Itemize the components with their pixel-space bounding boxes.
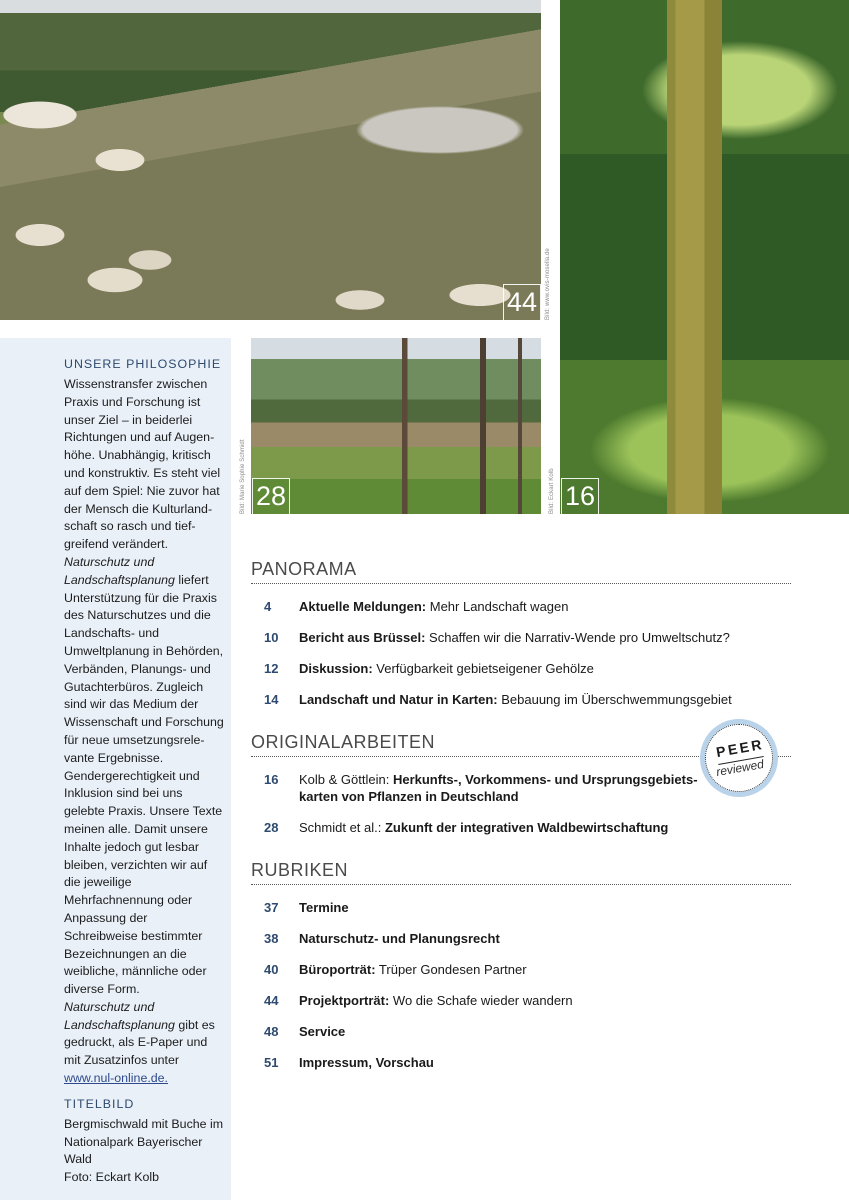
entry-page-number: 37 [264, 900, 279, 915]
toc-entry[interactable] [251, 947, 791, 978]
philosophy-text-4 [64, 999, 224, 1088]
toc-entry[interactable] [251, 805, 791, 836]
entry-page-number: 14 [264, 692, 279, 707]
entry-rubric: Landschaft und Natur in Karten: [299, 692, 498, 707]
toc-entry[interactable] [251, 646, 791, 677]
entry-rubric: Projektporträt: [299, 993, 390, 1008]
philosophy-heading: UNSERE PHILOSOPHIE [64, 357, 222, 371]
entry-authors: Kolb & Göttlein: [299, 772, 393, 787]
entry-list [251, 584, 791, 708]
page-badge-44[interactable]: 44 [503, 284, 541, 320]
cover-heading: TITELBILD [64, 1096, 135, 1111]
entry-page-number: 48 [264, 1024, 279, 1039]
entry-title [299, 819, 709, 836]
toc-entry[interactable] [251, 584, 791, 615]
philosophy-text-2 [64, 554, 224, 768]
entry-title [299, 930, 791, 947]
entry-page-number: 10 [264, 630, 279, 645]
entry-rubric: Diskussion: [299, 661, 373, 676]
journal-name: Naturschutz und Landschaftsplanung [64, 999, 175, 1032]
peer-reviewed-badge [700, 719, 778, 797]
section-title: RUBRIKEN [251, 858, 791, 885]
reviewed-label: reviewed [715, 756, 765, 780]
entry-title [299, 691, 791, 708]
philosophy-text-3: Gendergerechtigkeit und Inklusion sind bei uns gelebte Praxis. Unsere Texte meinen alle. Damit unsere Inhalte jedoch gut lesbar bleiben, verzichten wir auf die jeweilige Mehrfachnennung oder Anpassung der Schreibweise bestimmter Bezeichnungen an die weibliche, männliche oder diverse Form. [64, 768, 223, 997]
sheep-photo [0, 0, 541, 320]
table-of-contents [251, 557, 791, 1071]
entry-rubric: Impressum, Vorschau [299, 1055, 434, 1070]
toc-entry[interactable] [251, 885, 791, 916]
page-badge-28[interactable]: 28 [252, 478, 290, 514]
section-title: ORIGINALARBEITEN [251, 730, 791, 757]
entry-rubric: Büroporträt: [299, 962, 376, 977]
toc-entry[interactable] [251, 1040, 791, 1071]
entry-subtitle: Schaffen wir die Narrativ-Wende pro Umweltschutz? [425, 630, 730, 645]
toc-entry[interactable] [251, 615, 791, 646]
entry-subtitle: Trüper Gondesen Partner [375, 962, 527, 977]
toc-entry[interactable] [251, 1009, 791, 1040]
entry-article-title: Herkunfts-, Vorkommens- und Ursprungsgebietskarten von Pflanzen in Deutschland [299, 772, 698, 804]
entry-page-number: 4 [264, 599, 272, 614]
entry-title [299, 771, 709, 805]
entry-rubric: Bericht aus Brüssel: [299, 630, 426, 645]
entry-page-number: 51 [264, 1055, 279, 1070]
cover-text: Bergmischwald mit Buche im Nationalpark Bayerischer Wald [64, 1116, 224, 1167]
entry-title [299, 660, 791, 677]
entry-title [299, 992, 791, 1009]
entry-subtitle: Wo die Schafe wieder wandern [389, 993, 573, 1008]
entry-title [299, 899, 791, 916]
entry-title [299, 598, 791, 615]
entry-rubric: Termine [299, 900, 349, 915]
entry-title [299, 961, 791, 978]
photo-credit-clearing: Bild: Marie Sophie Schmidt [240, 439, 246, 514]
page-badge-16[interactable]: 16 [561, 478, 599, 514]
cover-credit: Foto: Eckart Kolb [64, 1170, 160, 1185]
entry-subtitle: Verfügbarkeit gebietseigener Gehölze [372, 661, 594, 676]
entry-page-number: 16 [264, 772, 279, 787]
entry-article-title: Zukunft der integrativen Waldbewirtschaftung [384, 820, 669, 835]
entry-page-number: 40 [264, 962, 279, 977]
section-panorama [251, 557, 791, 708]
beech-photo [560, 0, 849, 514]
entry-list [251, 885, 791, 1071]
entry-page-number: 12 [264, 661, 279, 676]
toc-entry[interactable] [251, 677, 791, 708]
philosophy-text-4-rest: gibt es gedruckt, als E-Paper und mit Zusatzinfos unter [64, 1017, 215, 1068]
entry-title [299, 1054, 791, 1071]
entry-subtitle: Bebauung im Überschwemmungsgebiet [497, 692, 732, 707]
entry-page-number: 44 [264, 993, 279, 1008]
entry-rubric: Aktuelle Meldungen: [299, 599, 427, 614]
entry-authors: Schmidt et al.: [299, 820, 385, 835]
section-rubriken [251, 858, 791, 1071]
entry-subtitle: Mehr Landschaft wagen [426, 599, 569, 614]
sidebar [0, 338, 231, 1200]
section-title: PANORAMA [251, 557, 791, 584]
philosophy-text-1: Wissenstransfer zwischen Praxis und Forschung ist unser Ziel – in beiderlei Richtungen und auf Augenhöhe. Unabhängig, kritisch und konstruktiv. Es steht viel auf dem Spiel: Nie zuvor hat der Mensch die Kulturlandschaft so rasch und tiefgreifend verändert. [64, 377, 221, 552]
entry-title [299, 629, 791, 646]
entry-page-number: 38 [264, 931, 279, 946]
entry-rubric: Naturschutz- und Planungsrecht [299, 931, 500, 946]
toc-entry[interactable] [251, 916, 791, 947]
photo-credit-beech: Bild: Eckart Kolb [549, 468, 555, 514]
website-link[interactable]: www.nul-online.de. [64, 1071, 169, 1086]
entry-title [299, 1023, 791, 1040]
toc-entry[interactable] [251, 978, 791, 1009]
entry-page-number: 28 [264, 820, 279, 835]
peer-label: PEER [714, 735, 766, 761]
forest-clearing-photo [251, 338, 541, 514]
photo-credit-sheep: Bild: www.ovis-mosella.de [545, 248, 551, 320]
peer-badge-inner [705, 724, 773, 792]
entry-rubric: Service [299, 1024, 346, 1039]
journal-name: Naturschutz und Landschaftsplanung [64, 554, 175, 587]
philosophy-text-2-rest: liefert Unterstützung für die Praxis des Naturschutzes und die Landschafts- und Umweltplanung in Behörden, Verbänden, Planungs- und Gutachterbüros. Zugleich sind wir das Medium der Wissenschaft und Forschung für neue umsetzungsrelevante Ergebnisse. [64, 572, 224, 765]
